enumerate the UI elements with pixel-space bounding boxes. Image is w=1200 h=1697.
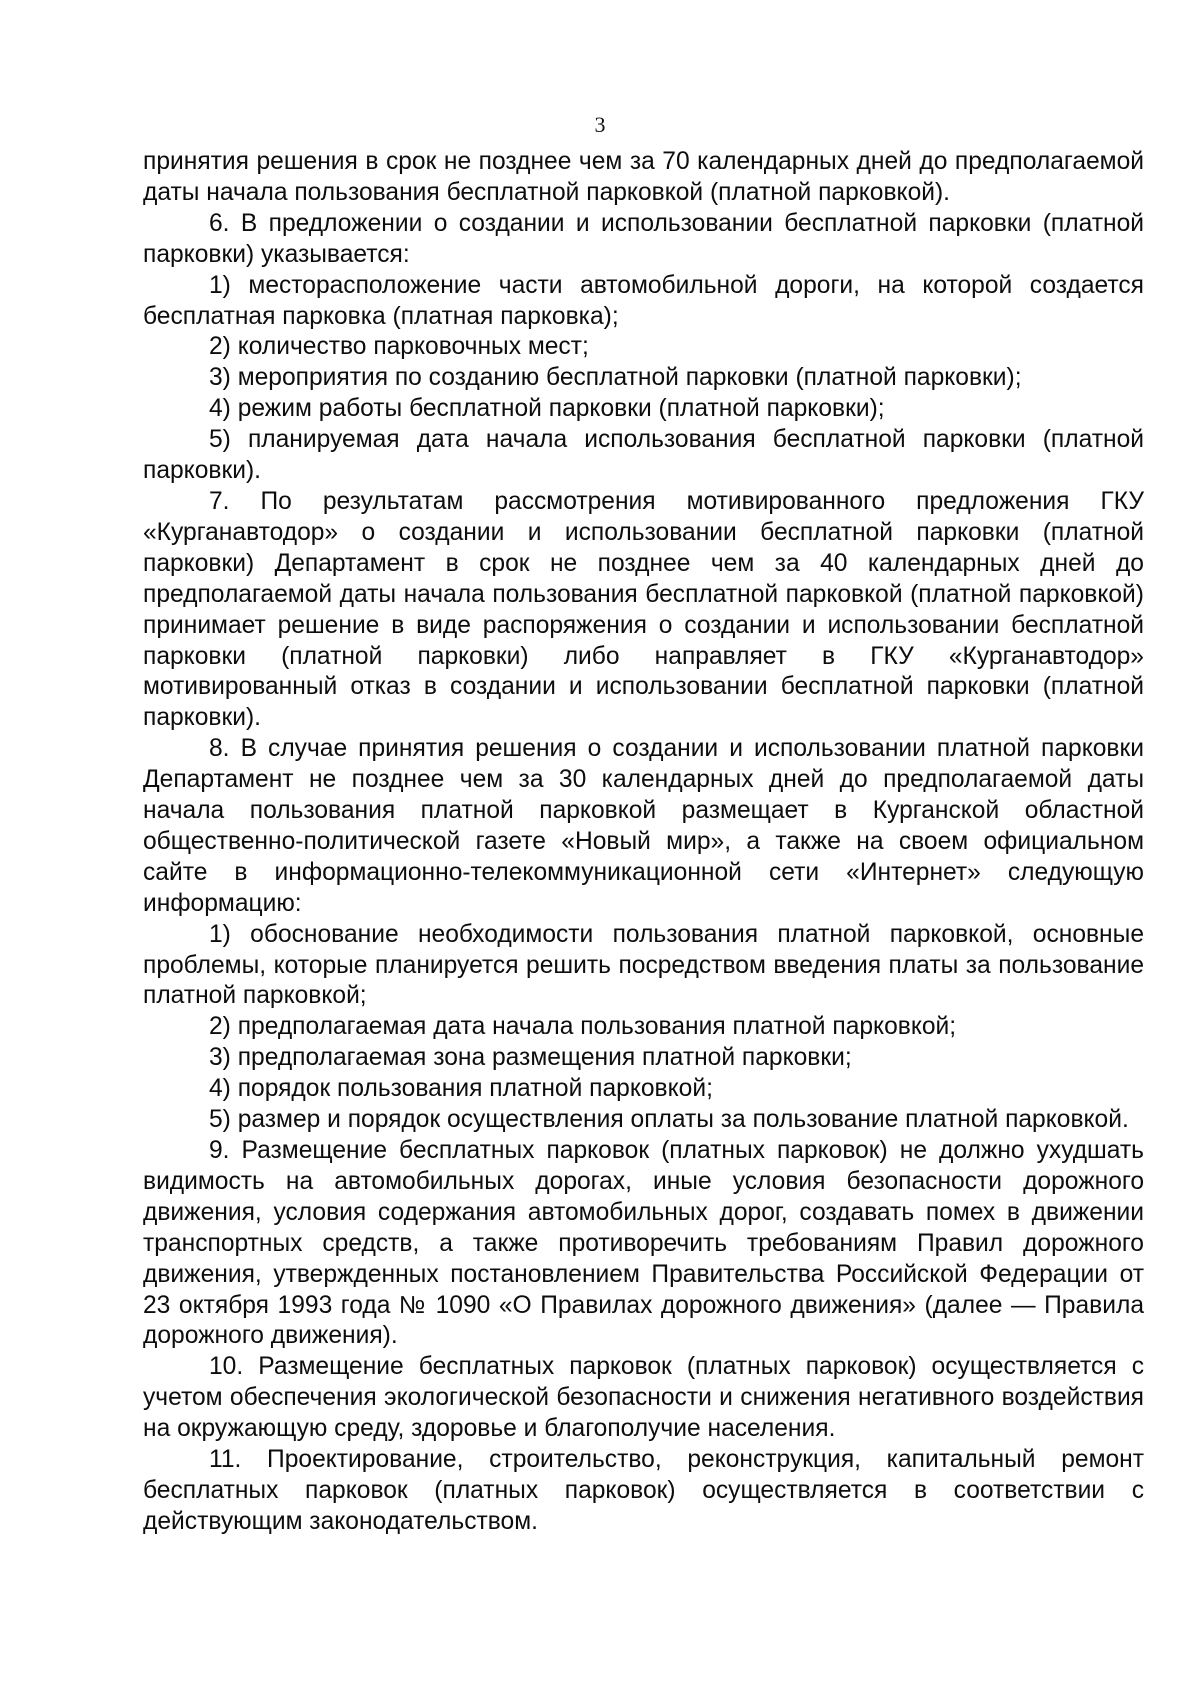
paragraph: 7. По результатам рассмотрения мотивированного предложения ГКУ «Курганавтодор» о создании и использовании бесплатной парковки (платной парковки) Департамент в срок не позднее чем за 40 календарных дней до предполагаемой даты начала пользования бесплатной парковкой (платной парковкой) принимает решение в виде распоряжения о создании и использовании бесплатной парковки (платной парковки) либо направляет в ГКУ «Курганавтодор» мотивированный отказ в создании и использовании бесплатной парковки (платной парковки). — [143, 487, 1144, 732]
paragraph: 8. В случае принятия решения о создании и использовании платной парковки Департамент не позднее чем за 30 календарных дней до предполагаемой даты начала пользования платной парковкой размещает в Курганской областной общественно-политической газете «Новый мир», а также на своем официальном сайте в информационно-телекоммуникационной сети «Интернет» следующую информацию: — [143, 735, 1144, 917]
paragraph: 3) предполагаемая зона размещения платной парковки; — [209, 1044, 852, 1072]
document-body — [143, 147, 1144, 1538]
paragraph: 11. Проектирование, строительство, реконструкция, капитальный ремонт бесплатных парковок (платных парковок) осуществляется в соответствии с действующим законодательством. — [143, 1446, 1144, 1535]
paragraph: 3) мероприятия по созданию бесплатной парковки (платной парковки); — [209, 364, 1022, 392]
paragraph: 2) предполагаемая дата начала пользования платной парковкой; — [209, 1013, 957, 1041]
page-number: 3 — [594, 112, 606, 137]
paragraph: 5) размер и порядок осуществления оплаты за пользование платной парковкой. — [209, 1106, 1129, 1134]
paragraph: 2) количество парковочных мест; — [209, 333, 589, 361]
paragraph: 9. Размещение бесплатных парковок (платных парковок) не должно ухудшать видимость на автомобильных дорогах, иные условия безопасности дорожного движения, условия содержания автомобильных дорог, создавать помех в движении транспортных средств, а также противоречить требованиям Правил дорожного движения, утвержденных постановлением Правительства Российской Федерации от 23 октября 1993 года № 1090 «О Правилах дорожного движения» (далее — Правила дорожного движения). — [143, 1137, 1144, 1350]
paragraph: 4) режим работы бесплатной парковки (платной парковки); — [209, 395, 885, 423]
paragraph: 1) месторасположение части автомобильной дороги, на которой создается бесплатная парковка (платная парковка); — [143, 271, 1144, 330]
paragraph: 5) планируемая дата начала использования бесплатной парковки (платной парковки). — [143, 426, 1144, 485]
paragraph: 4) порядок пользования платной парковкой; — [209, 1075, 713, 1103]
paragraph: принятия решения в срок не позднее чем за 70 календарных дней до предполагаемой даты начала пользования бесплатной парковкой (платной парковкой). — [143, 148, 1144, 206]
paragraph: 10. Размещение бесплатных парковок (платных парковок) осуществляется с учетом обеспечения экологической безопасности и снижения негативного воздействия на окружающую среду, здоровье и благополучие населения. — [143, 1353, 1144, 1443]
paragraph: 6. В предложении о создании и использовании бесплатной парковки (платной парковки) указывается: — [143, 209, 1144, 268]
paragraph: 1) обоснование необходимости пользования платной парковкой, основные проблемы, которые планируется решить посредством введения платы за пользование платной парковкой; — [143, 920, 1144, 1010]
